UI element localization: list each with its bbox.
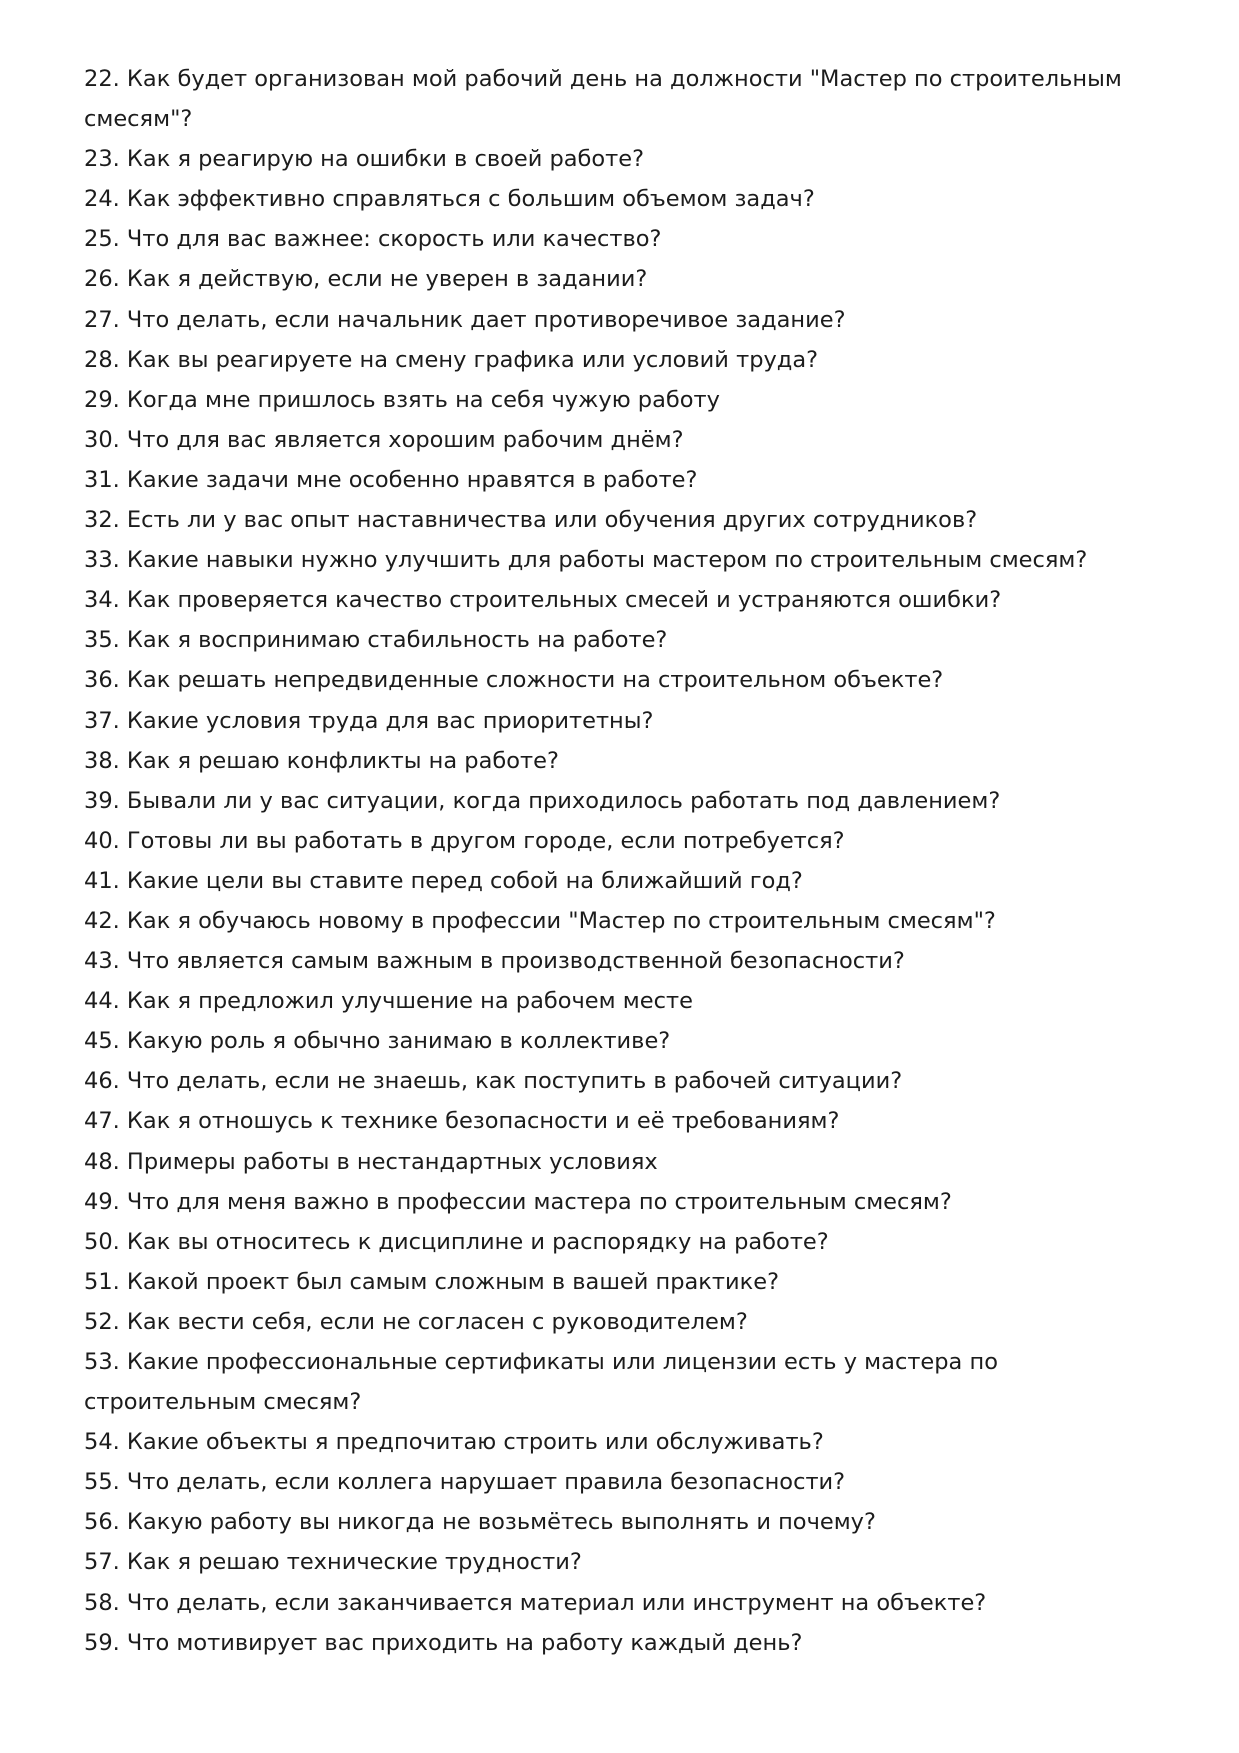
- question-item: 23. Как я реагирую на ошибки в своей работе?: [84, 146, 645, 173]
- question-list: [84, 59, 1164, 1663]
- question-item: 41. Какие цели вы ставите перед собой на ближайший год?: [84, 867, 803, 894]
- question-item: 52. Как вести себя, если не согласен с руководителем?: [84, 1308, 748, 1335]
- question-item: 44. Как я предложил улучшение на рабочем месте: [84, 988, 693, 1015]
- question-item: 33. Какие навыки нужно улучшить для работы мастером по строительным смесям?: [84, 547, 1088, 574]
- question-item: 31. Какие задачи мне особенно нравятся в работе?: [84, 466, 698, 493]
- question-item: 49. Что для меня важно в профессии мастера по строительным смесям?: [84, 1188, 952, 1215]
- question-item: 58. Что делать, если заканчивается материал или инструмент на объекте?: [84, 1589, 987, 1616]
- question-item: 55. Что делать, если коллега нарушает правила безопасности?: [84, 1469, 846, 1496]
- question-item: 34. Как проверяется качество строительных смесей и устраняются ошибки?: [84, 587, 1002, 614]
- question-item: 29. Когда мне пришлось взять на себя чужую работу: [84, 386, 720, 413]
- question-item: 38. Как я решаю конфликты на работе?: [84, 747, 559, 774]
- question-item: 50. Как вы относитесь к дисциплине и распорядку на работе?: [84, 1228, 829, 1255]
- question-item: 53. Какие профессиональные сертификаты или лицензии есть у мастера по строительным смесям?: [84, 1349, 998, 1416]
- question-item: 25. Что для вас важнее: скорость или качество?: [84, 226, 662, 253]
- question-item: 57. Как я решаю технические трудности?: [84, 1549, 582, 1576]
- question-item: 56. Какую работу вы никогда не возьмётесь выполнять и почему?: [84, 1509, 876, 1536]
- question-item: 30. Что для вас является хорошим рабочим днём?: [84, 426, 684, 453]
- question-item: 32. Есть ли у вас опыт наставничества или обучения других сотрудников?: [84, 507, 978, 534]
- question-item: 43. Что является самым важным в производственной безопасности?: [84, 948, 905, 975]
- question-item: 28. Как вы реагируете на смену графика или условий труда?: [84, 346, 819, 373]
- question-item: 45. Какую роль я обычно занимаю в коллективе?: [84, 1028, 671, 1055]
- question-item: 39. Бывали ли у вас ситуации, когда приходилось работать под давлением?: [84, 787, 1001, 814]
- question-item: 22. Как будет организован мой рабочий день на должности "Мастер по строительным смесям"?: [84, 66, 1122, 133]
- question-item: 27. Что делать, если начальник дает противоречивое задание?: [84, 306, 846, 333]
- question-item: 24. Как эффективно справляться с большим объемом задач?: [84, 186, 815, 213]
- question-item: 35. Как я воспринимаю стабильность на работе?: [84, 627, 668, 654]
- question-item: 48. Примеры работы в нестандартных условиях: [84, 1148, 658, 1175]
- question-item: 36. Как решать непредвиденные сложности на строительном объекте?: [84, 667, 944, 694]
- question-item: 42. Как я обучаюсь новому в профессии "Мастер по строительным смесям"?: [84, 907, 996, 934]
- question-item: 59. Что мотивирует вас приходить на работу каждый день?: [84, 1629, 803, 1656]
- question-item: 26. Как я действую, если не уверен в задании?: [84, 266, 648, 293]
- question-item: 51. Какой проект был самым сложным в вашей практике?: [84, 1268, 780, 1295]
- question-item: 46. Что делать, если не знаешь, как поступить в рабочей ситуации?: [84, 1068, 903, 1095]
- question-item: 54. Какие объекты я предпочитаю строить или обслуживать?: [84, 1429, 824, 1456]
- question-item: 40. Готовы ли вы работать в другом городе, если потребуется?: [84, 827, 845, 854]
- question-item: 47. Как я отношусь к технике безопасности и её требованиям?: [84, 1108, 840, 1135]
- question-item: 37. Какие условия труда для вас приоритетны?: [84, 707, 654, 734]
